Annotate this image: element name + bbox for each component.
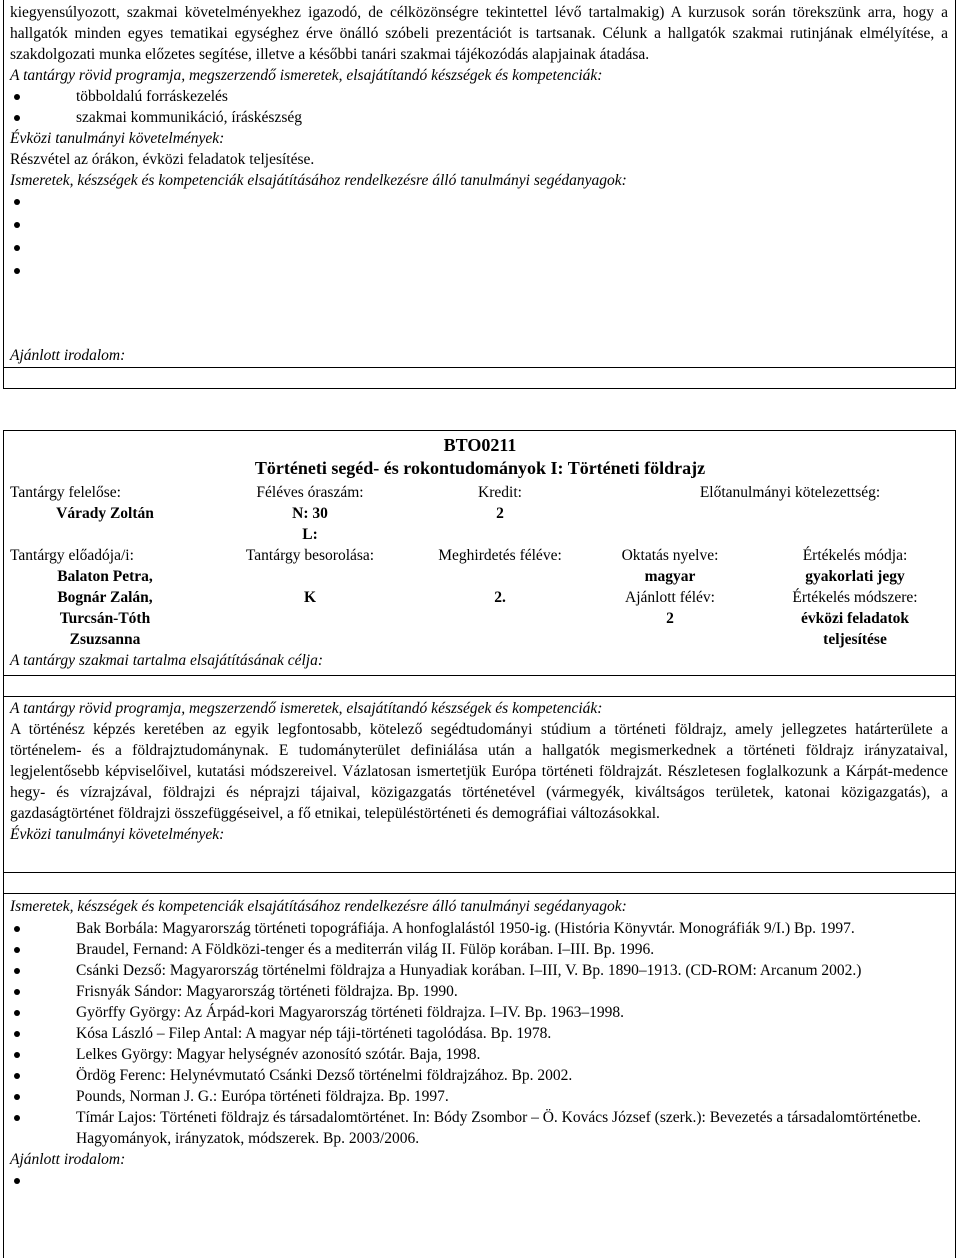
- materials-heading: Ismeretek, készségek és kompetenciák elsajátításához rendelkezésre álló tanulmányi segédanyagok:: [10, 172, 627, 189]
- recommended-semester-label: Ajánlott félév:: [625, 589, 715, 606]
- literature-list: [10, 1170, 948, 1193]
- program-heading: A tantárgy rövid programja, megszerzendő ismeretek, elsajátítandó készségek és kompetenciák:: [10, 700, 603, 717]
- list-item: Pounds, Norman J. G.: Európa történeti földrajza. Bp. 1997.: [10, 1086, 948, 1107]
- intro-paragraph: kiegyensúlyozott, szakmai követelményekhez igazodó, de célközönségre tekintettel lévő tartalmakig) A kurzusok során törekszünk arra, hogy a hallgatók minden egyes tematikai egységhez érve önálló szóbeli prezentációt is tartsanak. Célunk a hallgatók szakmai rutinjának elmélyítése, a szakdolgozati munka előzetes segítése, illetve a későbbi tanári szakmai tájékozódás alapjainak átadása.: [10, 4, 948, 63]
- language-value: magyar: [644, 568, 696, 585]
- top-section: [10, 2, 948, 283]
- program-list: [10, 86, 948, 128]
- divider: [3, 675, 956, 676]
- lecturer-label: Tantárgy előadója/i:: [10, 547, 134, 564]
- hours-l: L:: [302, 526, 318, 543]
- list-item: [10, 191, 948, 214]
- lecturer-name: Bognár Zalán,: [57, 589, 153, 606]
- responsible-value: Várady Zoltán: [56, 505, 154, 522]
- assessment-method-value: teljesítése: [823, 631, 887, 648]
- program-text: A történész képzés keretében az egyik legfontosabb, kötelező segédtudományi stúdium a történeti földrajz, amely jellegzetes határterülete a történelem- és a földrajztudománynak. E tudományterület definiálása után a hallgatók megismerkednek a történeti földrajz irányzataival, legjelentősebb képviselőivel, kutatási módszereivel. Vázlatosan ismertetjük Európa történeti földrajzát. Részletesen foglalkozunk a Kárpát-medence hegy- és vízrajzával, földrajzi és néprajzi tájaival, közigazgatás történetével (vármegyék, kiváltságos területek, katonai közigazgatás), a gazdaságtörténet földrajzi összefüggéseivel, a fő etnikai, településtörténeti és demográfiai változásokkal.: [10, 721, 948, 822]
- list-item: Györffy György: Az Árpád-kori Magyarország történeti földrajza. I–IV. Bp. 1963–1998.: [10, 1002, 948, 1023]
- list-item: Lelkes György: Magyar helységnév azonosító szótár. Baja, 1998.: [10, 1044, 948, 1065]
- list-item: Csánki Dezső: Magyarország történelmi földrajza a Hunyadiak korában. I–III, V. Bp. 1890–1913. (CD-ROM: Arcanum 2002.): [10, 960, 948, 981]
- classification-label: Tantárgy besorolása:: [245, 547, 375, 564]
- responsible-label: Tantárgy felelőse:: [10, 484, 121, 501]
- divider: [3, 893, 956, 894]
- divider: [3, 388, 956, 389]
- divider: [3, 696, 956, 697]
- prereq-label: Előtanulmányi kötelezettség:: [699, 484, 881, 501]
- materials-section: [10, 896, 948, 1193]
- requirements-heading: Évközi tanulmányi követelmények:: [10, 130, 225, 147]
- course-name: Történeti segéd- és rokontudományok I: Történeti földrajz: [254, 458, 706, 478]
- list-item: Kósa László – Filep Antal: A magyar nép táji-történeti tagolódása. Bp. 1978.: [10, 1023, 948, 1044]
- assessment-method-label: Értékelés módszere:: [792, 589, 918, 606]
- divider: [3, 430, 956, 431]
- credit-value: 2: [496, 505, 504, 522]
- classification-value: K: [303, 589, 317, 606]
- materials-list: [10, 918, 948, 1149]
- lecturer-name: Zsuzsanna: [69, 631, 141, 648]
- list-item: Ördög Ferenc: Helynévmutató Csánki Dezső történelmi földrajzához. Bp. 2002.: [10, 1065, 948, 1086]
- list-item: szakmai kommunikáció, íráskészség: [10, 107, 948, 128]
- goal-heading: A tantárgy szakmai tartalma elsajátításának célja:: [10, 652, 323, 669]
- language-label: Oktatás nyelve:: [621, 547, 719, 564]
- list-item: Braudel, Fernand: A Földközi-tenger és a mediterrán világ II. Fülöp korában. I–III. Bp. 1996.: [10, 939, 948, 960]
- list-item: Frisnyák Sándor: Magyarország történeti földrajza. Bp. 1990.: [10, 981, 948, 1002]
- recommended-semester-value: 2: [666, 610, 674, 627]
- list-item: Tímár Lajos: Történeti földrajz és társadalomtörténet. In: Bódy Zsombor – Ö. Kovács József (szerk.): Bevezetés a társadalomtörténetbe. Hagyományok, irányzatok, módszerek. Bp. 2003/2006.: [10, 1107, 948, 1149]
- lecturer-name: Turcsán-Tóth: [59, 610, 151, 627]
- hours-label: Féléves óraszám:: [256, 484, 364, 501]
- list-item: Bak Borbála: Magyarország történeti topográfiája. A honfoglalástól 1950-ig. (História Könyvtár. Monográfiák 9/I.) Bp. 1997.: [10, 918, 948, 939]
- course-code: BTO0211: [443, 435, 517, 455]
- materials-heading: Ismeretek, készségek és kompetenciák elsajátításához rendelkezésre álló tanulmányi segédanyagok:: [10, 898, 627, 915]
- lecturer-name: Balaton Petra,: [57, 568, 153, 585]
- list-item: többoldalú forráskezelés: [10, 86, 948, 107]
- divider: [3, 872, 956, 873]
- list-item: [10, 237, 948, 260]
- list-item: [10, 1170, 948, 1193]
- list-item: [10, 214, 948, 237]
- hours-n: N: 30: [292, 505, 328, 522]
- materials-list: [10, 191, 948, 283]
- assessment-method-value: évközi feladatok: [800, 610, 910, 627]
- requirements-heading: Évközi tanulmányi követelmények:: [10, 826, 225, 843]
- assessment-label: Értékelés módja:: [802, 547, 908, 564]
- semester-label: Meghirdetés féléve:: [438, 547, 562, 564]
- divider: [3, 367, 956, 368]
- bottom-section: [10, 698, 948, 845]
- semester-value: 2.: [494, 589, 506, 606]
- credit-label: Kredit:: [478, 484, 522, 501]
- literature-heading: Ajánlott irodalom:: [10, 347, 126, 364]
- list-item: [10, 260, 948, 283]
- requirements-text: Részvétel az órákon, évközi feladatok teljesítése.: [10, 151, 315, 168]
- literature-heading: Ajánlott irodalom:: [10, 1151, 126, 1168]
- program-heading: A tantárgy rövid programja, megszerzendő ismeretek, elsajátítandó készségek és kompetenciák:: [10, 67, 603, 84]
- assessment-value: gyakorlati jegy: [805, 568, 905, 585]
